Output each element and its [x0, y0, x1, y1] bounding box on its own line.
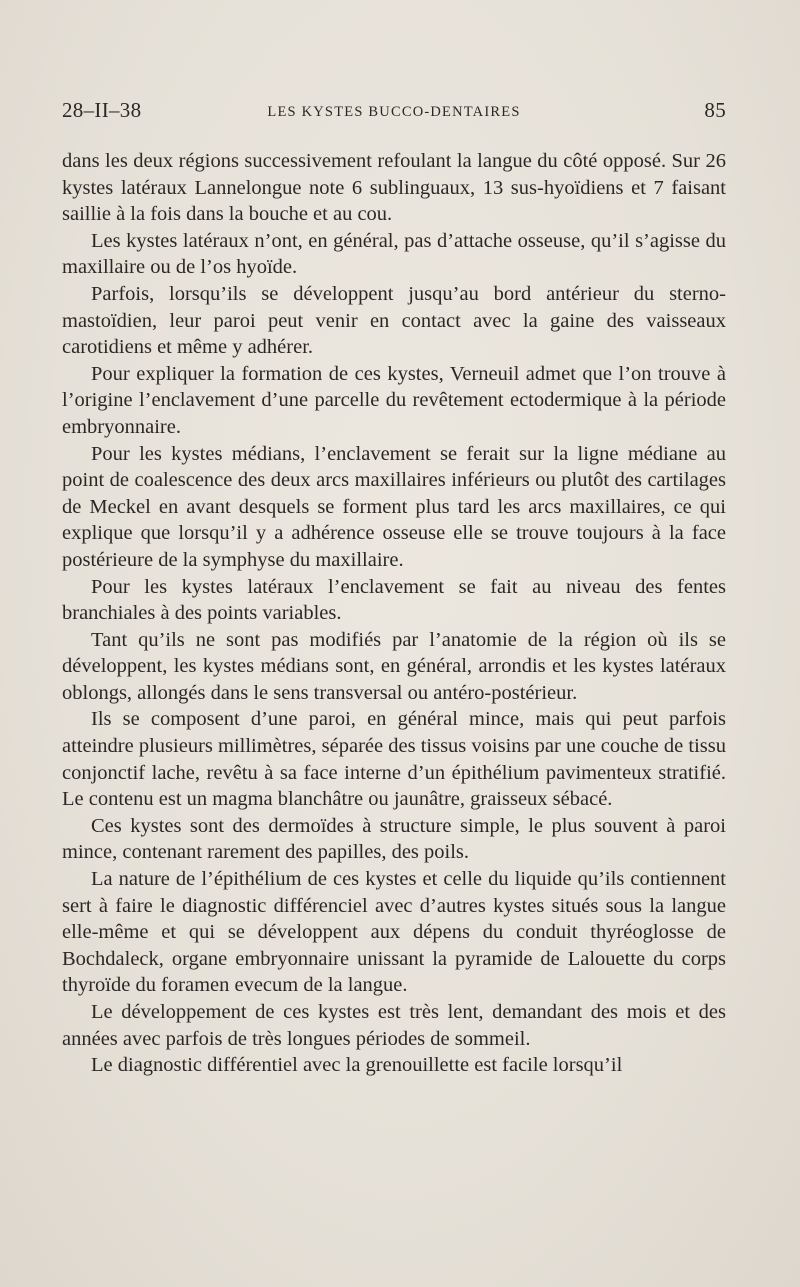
paragraph: Le développement de ces kystes est très lent, demandant des mois et des années avec parfois de très longues périodes de sommeil.: [62, 1001, 726, 1050]
paragraph: Pour les kystes médians, l’enclavement se ferait sur la ligne médiane au point de coalescence des deux arcs maxillaires inférieurs ou plutôt des cartilages de Meckel en avant desquels se forment plus tard les arcs maxillaires, ce qui explique que lorsqu’il y a adhérence osseuse elle se trouve toujours à la face postérieure de la symphyse du maxillaire.: [62, 442, 726, 571]
signature-mark: 28–II–38: [62, 98, 142, 122]
paragraph: La nature de l’épithélium de ces kystes et celle du liquide qu’ils contiennent sert à faire le diagnostic différenciel avec d’autres kystes situés sous la langue elle-même et qui se développent aux dépens du conduit thyréoglosse de Bochdaleck, organe embryonnaire unissant la pyramide de Lalouette du corps thyroïde du foramen evecum de la langue.: [62, 868, 726, 997]
running-title: LES KYSTES BUCCO-DENTAIRES: [267, 104, 521, 120]
paragraph: Tant qu’ils ne sont pas modifiés par l’anatomie de la région où ils se développent, les kystes médians sont, en général, arrondis et les kystes latéraux oblongs, allongés dans le sens transversal ou antéro-postérieur.: [62, 628, 726, 704]
paragraph: Ils se composent d’une paroi, en général mince, mais qui peut parfois atteindre plusieurs millimètres, séparée des tissus voisins par une couche de tissu conjonctif lache, revêtu à sa face interne d’un épithélium pavimenteux stratifié. Le contenu est un magma blanchâtre ou jaunâtre, graisseux sébacé.: [62, 708, 726, 811]
paragraph: Pour expliquer la formation de ces kystes, Verneuil admet que l’on trouve à l’origine l’enclavement d’une parcelle du revêtement ectodermique à la période embryonnaire.: [62, 362, 726, 438]
page-number: 85: [704, 98, 726, 122]
paragraph: Pour les kystes latéraux l’enclavement se fait au niveau des fentes branchiales à des points variables.: [62, 575, 726, 625]
paragraph: Ces kystes sont des dermoïdes à structure simple, le plus souvent à paroi mince, contenant rarement des papilles, des poils.: [62, 814, 726, 864]
paragraph: Les kystes latéraux n’ont, en général, pas d’attache osseuse, qu’il s’agisse du maxillaire ou de l’os hyoïde.: [62, 229, 726, 279]
paragraph: Parfois, lorsqu’ils se développent jusqu’au bord antérieur du sterno-mastoïdien, leur paroi peut venir en contact avec la gaine des vaisseaux carotidiens et même y adhérer.: [62, 282, 726, 359]
paragraph: dans les deux régions successivement refoulant la langue du côté opposé. Sur 26 kystes latéraux Lannelongue note 6 sublinguaux, 13 sus-hyoïdiens et 7 faisant saillie à la fois dans la bouche et au cou.: [62, 150, 726, 226]
page-body: [62, 148, 726, 1079]
page-header: [62, 98, 726, 134]
paragraph: Le diagnostic différentiel avec la grenouillette est facile lorsqu’il: [91, 1054, 623, 1077]
